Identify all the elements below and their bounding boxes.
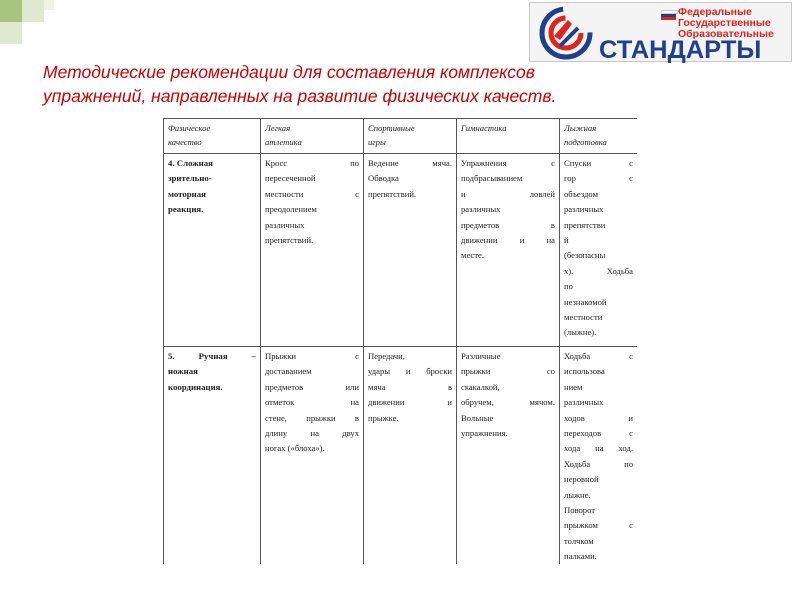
cell-text: прыжки со [461, 366, 555, 377]
header-text: атлетика [265, 137, 302, 147]
cell-text: препятствий. [368, 188, 417, 199]
cell-text: скакалкой, [461, 381, 500, 392]
cell-text: предметов в [461, 219, 555, 230]
cell-text: Ходьба с [564, 351, 633, 361]
cell-text: предметов или [265, 381, 359, 392]
cell-text: гор с [564, 173, 633, 184]
cell-text: моторная [168, 188, 206, 199]
header-text: Лыжная [564, 123, 597, 133]
header-text: игры [368, 137, 386, 147]
cell-text: по [564, 281, 573, 292]
cell-text: стене, прыжки в [265, 412, 359, 423]
cell-text: зрительно- [168, 173, 212, 184]
table-cell-athletics [261, 154, 364, 347]
title-line-2: упражнений, направленных на развитие физических качеств. [43, 86, 557, 106]
table-cell-gymnastics [457, 154, 560, 347]
table-cell-games [364, 347, 457, 565]
table-row [164, 347, 638, 565]
cell-text: Спуски с [564, 158, 633, 168]
table-header-cell [364, 119, 457, 154]
cell-text: мяча в [368, 381, 452, 392]
cell-text: координация. [168, 381, 223, 392]
cell-text: преодолением [265, 204, 317, 215]
cell-text: ногах («блоха»). [265, 443, 325, 454]
cell-text: Упражнения с [461, 158, 555, 168]
cell-text: использова [564, 366, 605, 377]
cell-text: (лыжне). [564, 327, 597, 338]
fgos-emblem-icon [534, 6, 598, 60]
decor-square-2 [22, 0, 44, 22]
cell-text: неровной [564, 474, 599, 485]
cell-text: Кросс по [265, 158, 359, 168]
logo-main-text: СТАНДАРТЫ [599, 36, 762, 64]
table-cell-athletics [261, 347, 364, 565]
cell-text: реакция. [168, 204, 204, 215]
cell-text: различных [461, 204, 501, 215]
cell-text: обручем, мячом. [461, 397, 555, 408]
cell-text: й [564, 235, 569, 246]
cell-text: и ловлей [461, 188, 555, 199]
cell-text: различных [564, 204, 604, 215]
table-header-row [164, 119, 638, 154]
cell-text: прыжке. [368, 412, 399, 423]
fgos-logo [529, 2, 792, 62]
cell-text: Обводка [368, 173, 399, 184]
cell-text: движении и [368, 397, 452, 408]
cell-text: палками. [564, 551, 597, 562]
cell-text: нием [564, 381, 583, 392]
cell-text: препятстви [564, 219, 606, 230]
table-header-cell [560, 119, 638, 154]
header-text: подготовка [564, 137, 607, 147]
cell-text: движении и на [461, 235, 555, 246]
table-cell-gymnastics [457, 347, 560, 565]
cell-text: прыжком с [564, 520, 633, 531]
decor-square-1 [0, 0, 22, 22]
flag-red-stripe [661, 17, 676, 20]
cell-text: Ходьба по [564, 458, 633, 469]
table-header-cell [164, 119, 261, 154]
cell-text: препятствий. [265, 235, 314, 246]
cell-text: толчком [564, 535, 594, 546]
slide-title [43, 60, 743, 108]
table-row [164, 154, 638, 347]
cell-text: Вольные [461, 412, 494, 423]
cell-text: различных [564, 397, 604, 408]
header-text: Спортивные [368, 123, 415, 133]
cell-text: переходов с [564, 428, 633, 439]
table-cell-skiing [560, 347, 638, 565]
decor-square-4 [44, 0, 54, 10]
cell-text: пересеченной [265, 173, 316, 184]
table-cell-quality [164, 347, 261, 565]
logo-line-1: Федеральные [678, 6, 752, 18]
cell-text: упражнения. [461, 428, 508, 439]
cell-text: местности [564, 312, 603, 323]
cell-text: (безопасны [564, 250, 606, 261]
cell-text: лыжне. [564, 489, 591, 500]
table-header-cell [457, 119, 560, 154]
cell-text: хода на ход. [564, 443, 633, 454]
cell-text: месте. [461, 250, 484, 261]
logo-line-3: Образовательные [678, 28, 774, 40]
cell-text: различных [265, 219, 305, 230]
table-header-cell [261, 119, 364, 154]
table-cell-skiing [560, 154, 638, 347]
table-grid [163, 118, 637, 564]
cell-text: объездом [564, 188, 599, 199]
cell-text: длину на двух [265, 428, 359, 439]
exercise-table [163, 118, 637, 564]
title-line-1: Методические рекомендации для составления комплексов [43, 62, 535, 82]
cell-text: доставанием [265, 366, 312, 377]
cell-text: ходов и [564, 412, 633, 423]
cell-text: ножная [168, 366, 198, 377]
table-cell-games [364, 154, 457, 347]
cell-text: отметок на [265, 397, 359, 408]
cell-text: х). Ходьба [564, 265, 633, 276]
cell-text: Прыжки с [265, 351, 359, 361]
cell-text: 4. Сложная [168, 158, 213, 168]
cell-text: удары и броски [368, 366, 452, 377]
header-text: Физическое [168, 123, 211, 133]
decor-square-3 [0, 22, 22, 44]
cell-text: Ведение мяча. [368, 158, 452, 168]
cell-text: незнакомой [564, 296, 607, 307]
cell-text: местности с [265, 188, 359, 199]
table-cell-quality [164, 154, 261, 347]
logo-line-2: Государственные [678, 17, 771, 29]
cell-text: 5. Ручная – [168, 351, 256, 361]
header-text: Легкая [265, 123, 291, 133]
cell-text: Различные [461, 351, 501, 361]
header-text: качество [168, 137, 202, 147]
header-text: Гимнастика [461, 123, 507, 133]
cell-text: подбрасыванием [461, 173, 523, 184]
cell-text: Передачи, [368, 351, 405, 361]
cell-text: Поворот [564, 505, 596, 516]
